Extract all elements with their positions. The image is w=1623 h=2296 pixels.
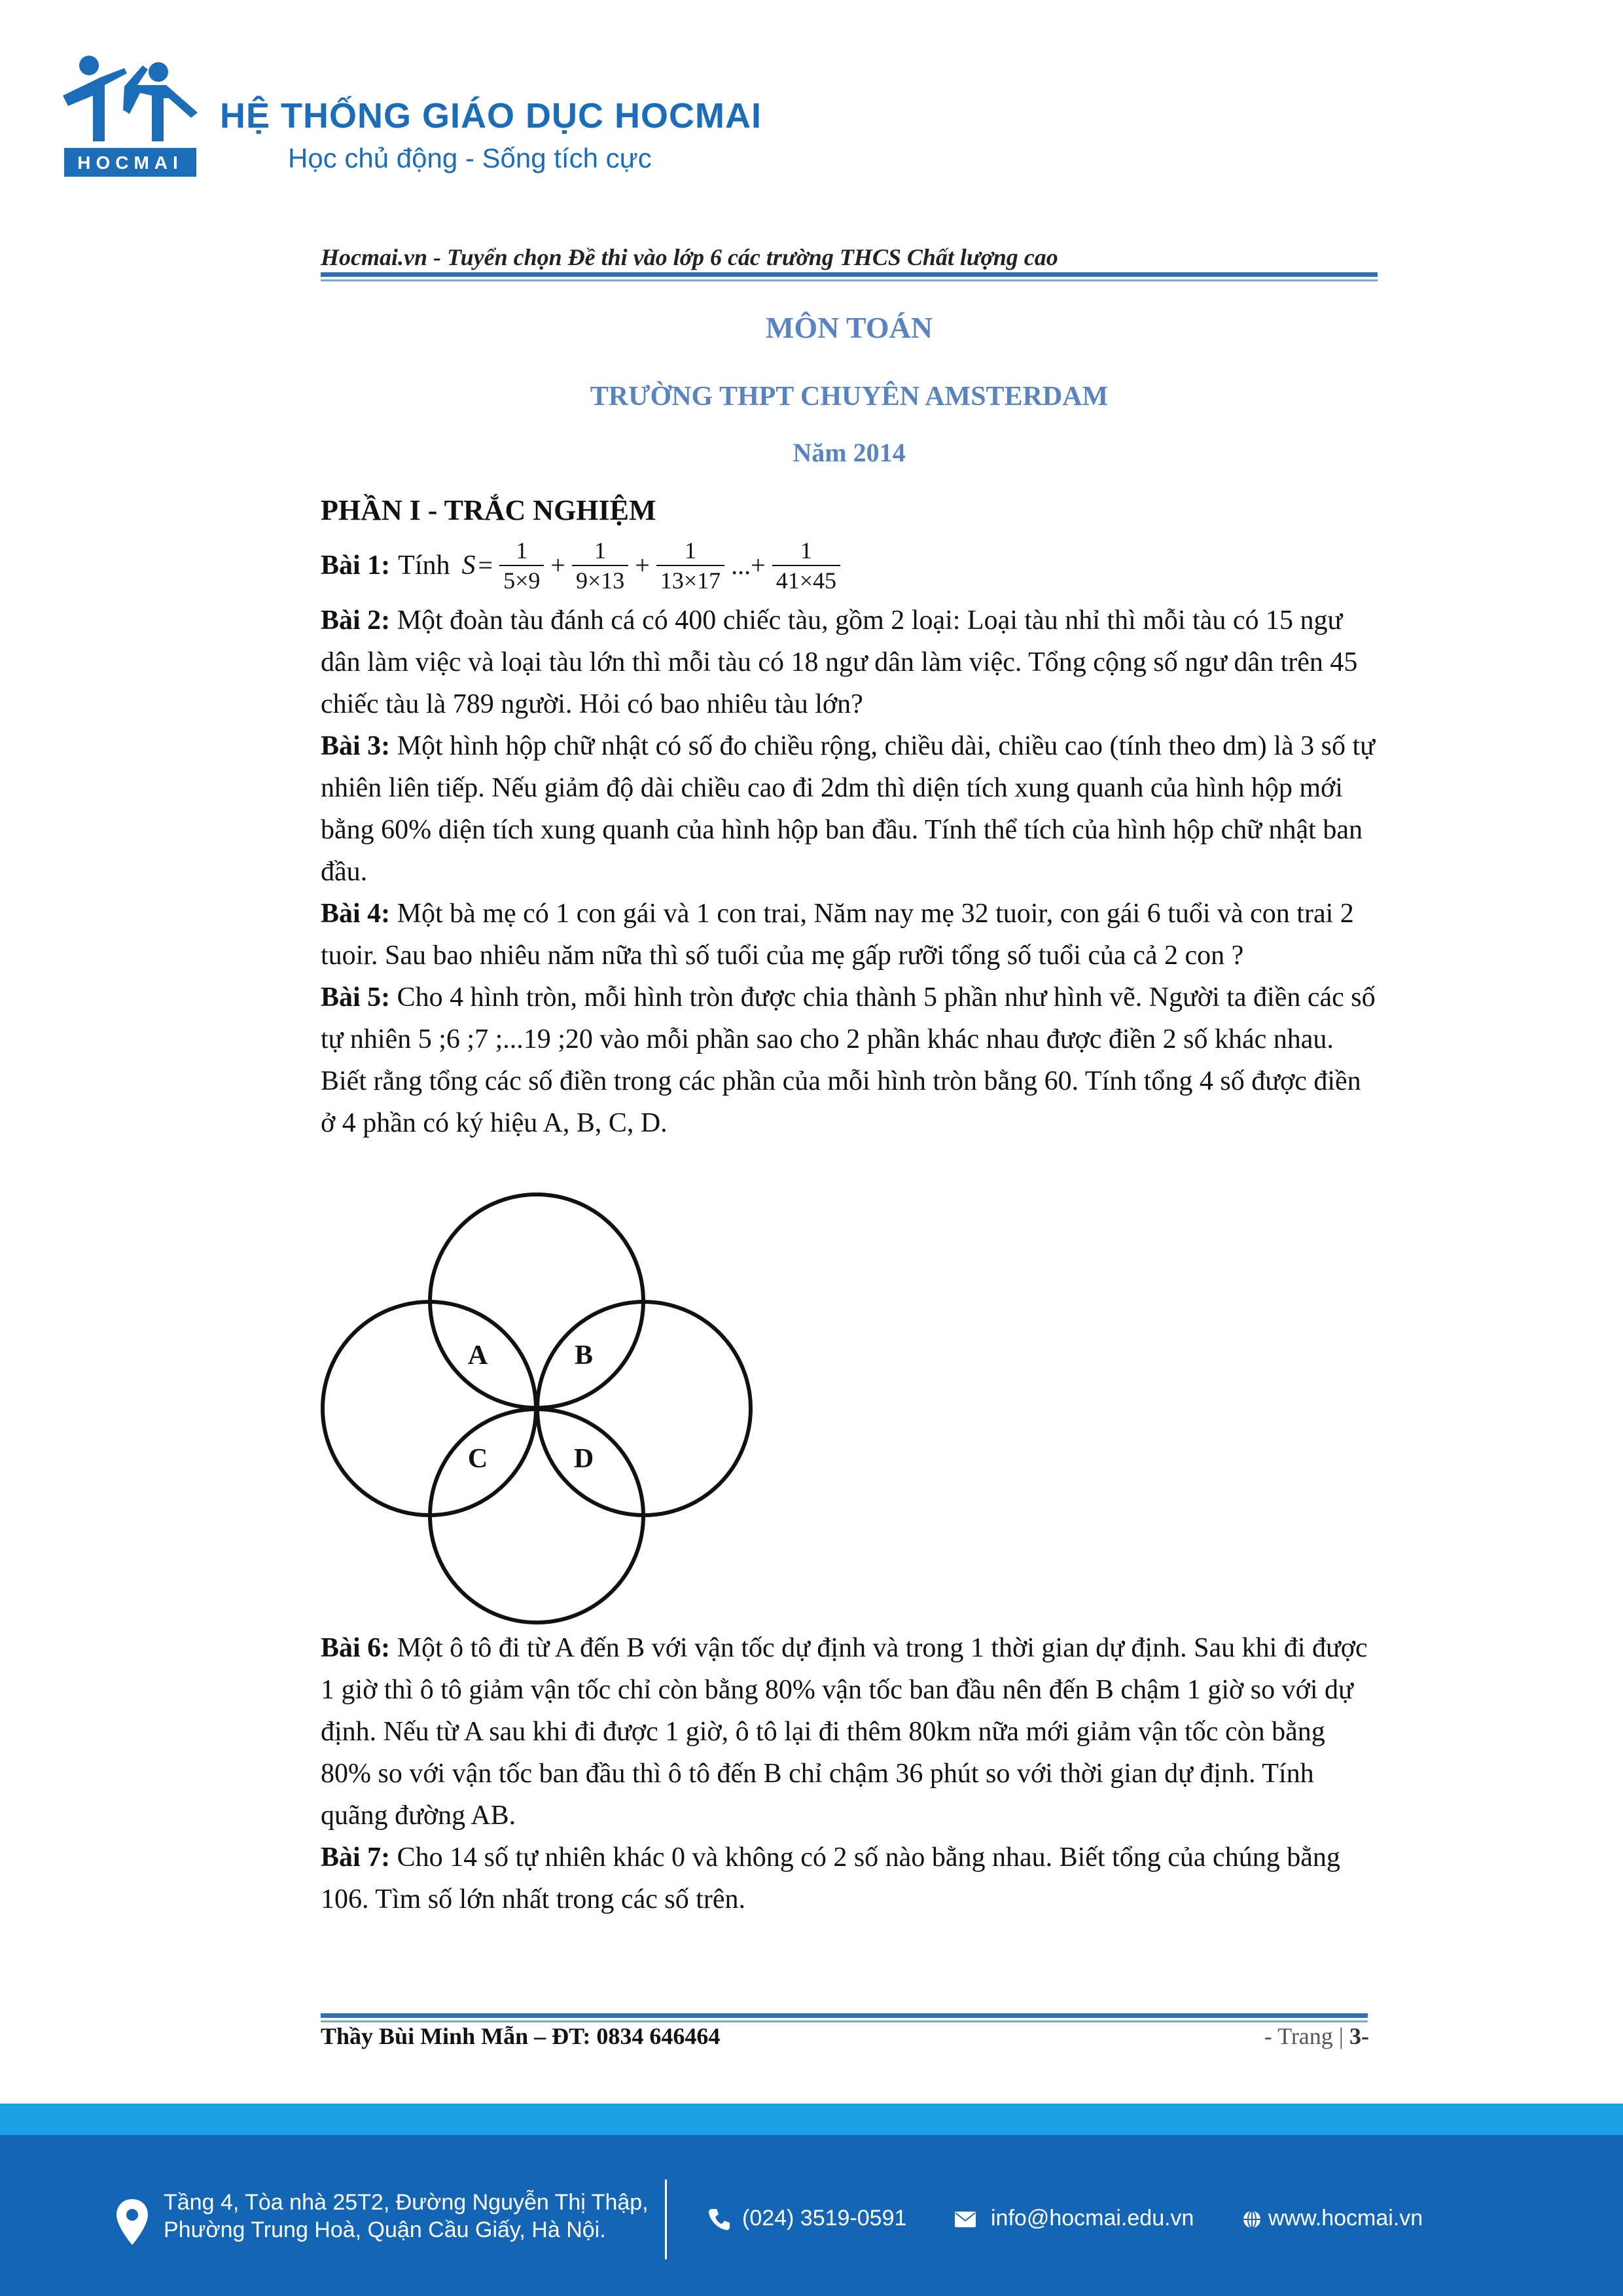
address-line-2: Phường Trung Hoà, Quận Cầu Giấy, Hà Nội. xyxy=(164,2217,606,2242)
school-title: TRƯỜNG THPT CHUYÊN AMSTERDAM xyxy=(590,382,1109,412)
plus-sign: + xyxy=(550,550,565,580)
problem-1 xyxy=(321,531,1381,600)
fraction xyxy=(772,536,840,595)
var-s: S xyxy=(461,550,476,581)
label-d: D xyxy=(573,1444,594,1474)
address-line-1: Tầng 4, Tòa nhà 25T2, Đường Nguyễn Thị Thập, xyxy=(164,2190,649,2215)
denominator: 41×45 xyxy=(772,565,840,595)
numerator: 1 xyxy=(516,537,528,564)
label-a: A xyxy=(467,1340,488,1371)
footer-band-light xyxy=(0,2104,1623,2135)
numerator: 1 xyxy=(800,537,812,564)
problem-label: Bài 6: xyxy=(321,1633,391,1663)
label-c: C xyxy=(467,1444,488,1474)
plus-sign: + xyxy=(635,550,650,580)
brand-name: HỆ THỐNG GIÁO DỤC HOCMAI xyxy=(220,96,762,135)
problem-5 xyxy=(321,977,1381,1144)
circle-left xyxy=(323,1302,536,1515)
phone-icon xyxy=(707,2207,732,2232)
footer-divider xyxy=(665,2179,667,2259)
header-rule xyxy=(321,272,1378,277)
ellipsis-plus: ...+ xyxy=(731,550,766,580)
problem-text: Một hình hộp chữ nhật có số đo chiều rộng, chiều dài, chiều cao (tính theo dm) là 3 số tự nhiên liên tiếp. Nếu giảm độ dài chiều cao đi 2dm thì diện tích xung quanh của hình hộp mới bằng 60% diện tích xung quanh của hình hộp ban đầu. Tính thể tích của hình hộp chữ nhật ban đầu. xyxy=(321,731,1375,887)
denominator: 9×13 xyxy=(572,565,628,595)
problem-text: Một đoàn tàu đánh cá có 400 chiếc tàu, gồm 2 loại: Loại tàu nhỉ thì mỗi tàu có 15 ngư dân làm việc và loại tàu lớn thì mỗi tàu có 18 ngư dân làm việc. Tổng cộng số ngư dân trên 45 chiếc tàu là 789 người. Hỏi có bao nhiêu tàu lớn? xyxy=(321,605,1358,719)
globe-icon xyxy=(1242,2210,1262,2229)
content-top xyxy=(321,490,1381,1144)
problem-label: Bài 4: xyxy=(321,899,391,929)
problem-3 xyxy=(321,725,1381,893)
problem-2 xyxy=(321,600,1381,725)
problem-4 xyxy=(321,893,1381,977)
year-title: Năm 2014 xyxy=(793,438,906,467)
page-number-value: 3- xyxy=(1349,2023,1369,2049)
content-bottom xyxy=(321,1627,1381,1920)
problem-label: Bài 3: xyxy=(321,731,391,761)
denominator: 13×17 xyxy=(656,565,724,595)
running-header: Hocmai.vn - Tuyển chọn Đề thi vào lớp 6 các trường THCS Chất lượng cao xyxy=(321,244,1058,270)
page-number xyxy=(1264,2022,1369,2050)
numerator: 1 xyxy=(684,537,696,564)
problem-label: Bài 7: xyxy=(321,1842,391,1873)
numerator: 1 xyxy=(594,537,607,564)
circle-top xyxy=(430,1194,643,1408)
problem-text: Một bà mẹ có 1 con gái và 1 con trai, Năm nay mẹ 32 tuoir, con gái 6 tuổi và con trai 2 tuoir. Sau bao nhiêu năm nữa thì số tuổi của mẹ gấp rưỡi tổng số tuổi của cả 2 con ? xyxy=(321,899,1354,971)
website-link[interactable]: www.hocmai.vn xyxy=(1268,2206,1423,2231)
problem-text: Một ô tô đi từ A đến B với vận tốc dự định và trong 1 thời gian dự định. Sau khi đi được 1 giờ thì ô tô giảm vận tốc chỉ còn bằng 80% vận tốc ban đầu nên đến B chậm 1 giờ so với dự định. Nếu từ A sau khi đi được 1 giờ, ô tô lại đi thêm 80km nữa mới giảm vận tốc còn bằng 80% so với vận tốc ban đầu thì ô tô đến B chỉ chậm 36 phút so với thời gian dự định. Tính quãng đường AB. xyxy=(321,1633,1368,1831)
phone-number[interactable]: (024) 3519-0591 xyxy=(742,2206,907,2231)
location-pin-icon xyxy=(115,2198,149,2246)
fraction xyxy=(656,536,724,595)
footer-rule xyxy=(321,2013,1368,2018)
four-circles-figure xyxy=(321,1193,753,1624)
subject-title: MÔN TOÁN xyxy=(765,311,933,344)
problem-1-intro: Tính xyxy=(398,550,450,581)
circle-right xyxy=(537,1302,751,1515)
problem-6 xyxy=(321,1627,1381,1837)
hocmai-logo xyxy=(62,55,199,179)
problem-text: Cho 14 số tự nhiên khác 0 và không có 2 số nào bằng nhau. Biết tổng của chúng bằng 106. Tìm số lớn nhất trong các số trên. xyxy=(321,1842,1340,1914)
email-link[interactable]: info@hocmai.edu.vn xyxy=(991,2206,1194,2231)
header-rule-thin xyxy=(321,279,1378,281)
brand-slogan: Học chủ động - Sống tích cực xyxy=(288,143,652,173)
equals-sign: = xyxy=(478,550,493,580)
problem-7 xyxy=(321,1837,1381,1920)
label-b: B xyxy=(574,1340,594,1371)
problem-label: Bài 1: xyxy=(321,550,391,581)
problem-text: Cho 4 hình tròn, mỗi hình tròn được chia thành 5 phần như hình vẽ. Người ta điền các số tự nhiên 5 ;6 ;7 ;...19 ;20 vào mỗi phần sao cho 2 phần khác nhau được điền 2 số khác nhau. Biết rằng tổng các số điền trong các phần của mỗi hình tròn bằng 60. Tính tổng 4 số được điền ở 4 phần có ký hiệu A, B, C, D. xyxy=(321,982,1376,1138)
author-line: Thầy Bùi Minh Mẫn – ĐT: 0834 646464 xyxy=(321,2023,721,2049)
fraction xyxy=(499,536,544,595)
fraction xyxy=(572,536,628,595)
circle-bottom xyxy=(430,1409,643,1623)
denominator: 5×9 xyxy=(499,565,544,595)
problem-label: Bài 5: xyxy=(321,982,391,1013)
logo-text: HOCMAI xyxy=(77,152,183,173)
page-prefix: - Trang | xyxy=(1264,2023,1344,2049)
problem-label: Bài 2: xyxy=(321,605,391,636)
section-heading: PHẦN I - TRẮC NGHIỆM xyxy=(321,494,656,526)
email-icon xyxy=(954,2211,976,2228)
